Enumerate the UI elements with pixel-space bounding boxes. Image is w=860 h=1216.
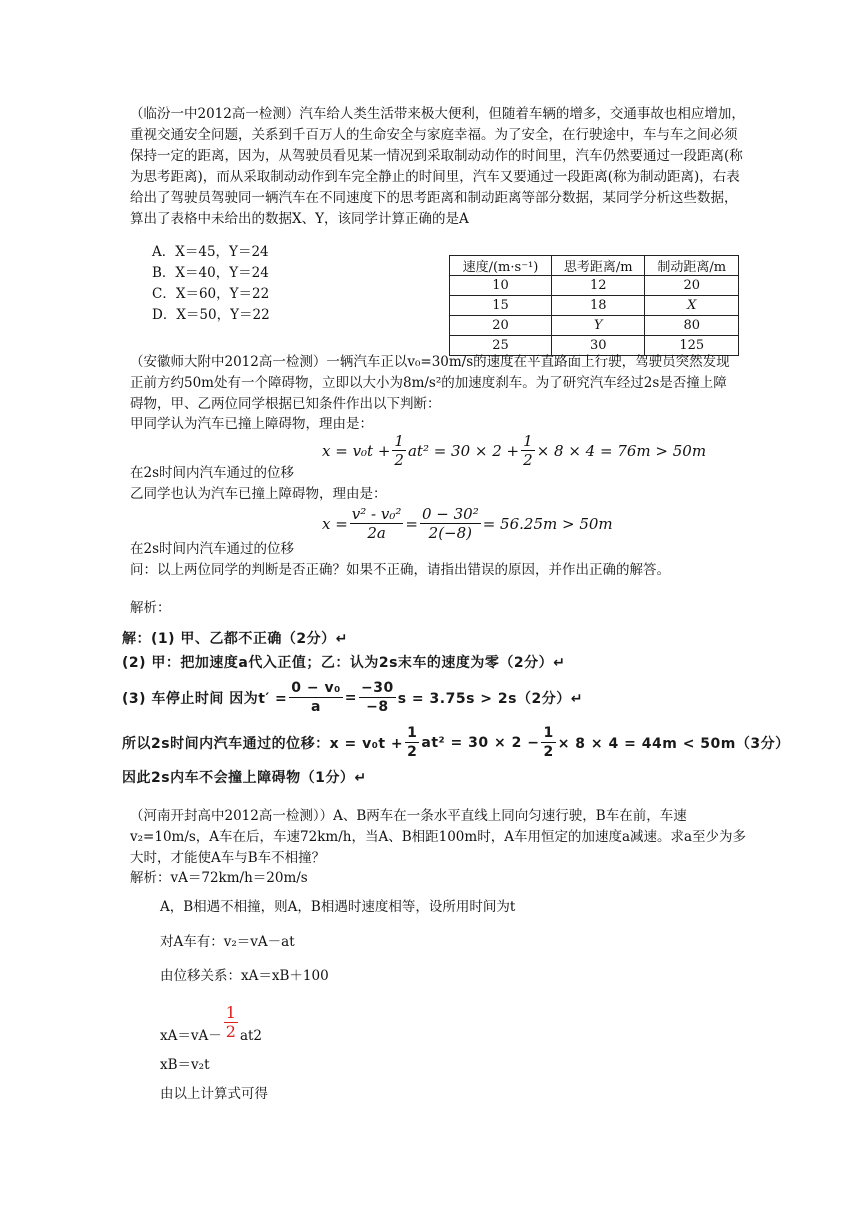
q3-line-3: 对A车有：v₂＝vA－at xyxy=(160,934,295,950)
formula-yi xyxy=(322,505,613,542)
denominator: 2 xyxy=(407,744,418,760)
numerator: 0 − v₀ xyxy=(291,680,341,696)
q3-line-4: 由位移关系：xA＝xB＋100 xyxy=(160,968,329,984)
table-cell: 18 xyxy=(551,296,645,316)
table-cell: X xyxy=(645,296,739,316)
red-fraction xyxy=(224,1004,238,1041)
option-d: D．X＝50，Y＝22 xyxy=(152,307,270,323)
formula-part: at² = 30 × 2 + xyxy=(407,441,520,460)
speed-distance-table xyxy=(449,255,739,356)
table-cell: 15 xyxy=(450,296,552,316)
solution-part: (3) 车停止时间 因为t′ = xyxy=(122,690,288,707)
numerator: −30 xyxy=(361,680,394,696)
yi-reason-text: 乙同学也认为汽车已撞上障碍物，理由是： xyxy=(130,486,387,502)
table-header: 思考距离/m xyxy=(551,256,645,276)
fraction xyxy=(420,505,481,542)
numerator: 1 xyxy=(523,432,533,450)
option-b: B．X＝40，Y＝24 xyxy=(152,265,269,281)
question-2-intro: （安徽师大附中2012高一检测）一辆汽车正以v₀=30m/s的速度在平直路面上行驶，驾驶员突然发现正前方约50m处有一个障碍物，立即以大小为8m/s²的加速度刹车。为了研究汽车经过2s是否撞上障碍物，甲、乙两位同学根据已知条件作出以下判断： xyxy=(130,354,730,412)
formula-part: x = xyxy=(322,514,348,533)
formula-part: xA＝vA－ xyxy=(160,1028,222,1044)
option-c: C．X＝60，Y＝22 xyxy=(152,286,270,302)
numerator: 1 xyxy=(394,432,404,450)
table-cell: 10 xyxy=(450,276,552,296)
denominator: 2 xyxy=(523,451,533,469)
table-row xyxy=(450,316,739,336)
denominator: 2 xyxy=(543,744,554,760)
solution-line-2: (2) 甲：把加速度a代入正值；乙：认为2s末车的速度为零（2分）↵ xyxy=(122,655,566,671)
numerator: 0 − 30² xyxy=(421,505,479,523)
denominator: 2a xyxy=(367,524,386,542)
table-row xyxy=(450,296,739,316)
solution-part: × 8 × 4 = 44m < 50m（3分） xyxy=(557,735,790,752)
table-cell: 30 xyxy=(551,336,645,356)
fraction xyxy=(392,432,406,469)
table-cell: 20 xyxy=(450,316,552,336)
jia-reason-text: 甲同学认为汽车已撞上障碍物，理由是： xyxy=(130,416,373,432)
analysis-label: 解析： xyxy=(130,600,171,616)
fraction xyxy=(350,505,404,542)
table-cell: 20 xyxy=(645,276,739,296)
table-cell: Y xyxy=(551,316,645,336)
numerator: 1 xyxy=(543,725,554,741)
fraction xyxy=(405,724,419,761)
displacement-label-1: 在2s时间内汽车通过的位移 xyxy=(130,465,295,481)
solution-line-3 xyxy=(122,679,583,716)
table-header: 速度/(m·s⁻¹) xyxy=(450,256,552,276)
formula-part: = 56.25m > 50m xyxy=(482,514,613,533)
formula-part: = xyxy=(405,514,418,533)
fraction xyxy=(541,724,555,761)
fraction xyxy=(289,679,342,716)
table-cell: 125 xyxy=(645,336,739,356)
formula-part: × 8 × 4 = 76m > 50m xyxy=(536,441,707,460)
solution-part: 所以2s时间内汽车通过的位移：x = v₀t + xyxy=(122,735,404,752)
solution-part: = xyxy=(344,689,357,706)
question-1-text: （临汾一中2012高一检测）汽车给人类生活带来极大便利，但随着车辆的增多，交通事故也相应增加，重视交通安全问题，关系到千百万人的生命安全与家庭幸福。为了安全，在行驶途中，车与车之间必须保持一定的距离，因为，从驾驶员看见某一情况到采取制动动作的时间里，汽车仍然要通过一段距离(称为思考距离)，而从采取制动动作到车完全静止的时间里，汽车又要通过一段距离(称为制动距离)，右表给出了驾驶员驾驶同一辆汽车在不同速度下的思考距离和制动距离等部分数据，某同学分析这些数据，算出了表格中未给出的数据X、Y，该同学计算正确的是A xyxy=(130,106,745,227)
denominator: 2(−8) xyxy=(428,524,473,542)
numerator: 1 xyxy=(225,1003,236,1022)
numerator: 1 xyxy=(407,725,418,741)
option-a: A．X＝45，Y＝24 xyxy=(152,244,269,260)
solution-line-1: 解：(1) 甲、乙都不正确（2分）↵ xyxy=(122,631,348,647)
denominator: a xyxy=(311,699,321,715)
solution-part: at² = 30 × 2 − xyxy=(421,734,540,751)
formula-part: x = v₀t + xyxy=(322,441,391,460)
q3-line-7: 由以上计算式可得 xyxy=(160,1086,268,1102)
denominator: −8 xyxy=(366,699,389,715)
table-header-row xyxy=(450,256,739,276)
table-row xyxy=(450,276,739,296)
table-cell: 12 xyxy=(551,276,645,296)
q3-analysis-line: 解析：vA＝72km/h＝20m/s xyxy=(130,870,308,886)
question-3-intro: （河南开封高中2012高一检测））A、B两车在一条水平直线上同向匀速行驶，B车在前，车速v₂=10m/s，A车在后，车速72km/h，当A、B相距100m时，A车用恒定的加速度a减速。求a至少为多大时，才能使A车与B车不相撞？ xyxy=(130,808,747,866)
solution-line-4 xyxy=(122,724,790,761)
solution-line-5: 因此2s内车不会撞上障碍物（1分）↵ xyxy=(122,770,367,786)
fraction xyxy=(521,432,535,469)
fraction xyxy=(359,679,396,716)
q3-line-5 xyxy=(160,998,262,1047)
denominator: 2 xyxy=(225,1022,236,1041)
q3-line-6: xB＝v₂t xyxy=(160,1057,210,1073)
formula-part: at2 xyxy=(239,1028,263,1044)
q3-line-2: A，B相遇不相撞，则A，B相遇时速度相等，设所用时间为t xyxy=(160,899,516,915)
formula-jia xyxy=(322,432,706,469)
solution-part: s = 3.75s > 2s（2分）↵ xyxy=(397,690,583,707)
numerator: v² - v₀² xyxy=(351,505,402,523)
displacement-label-2: 在2s时间内汽车通过的位移 xyxy=(130,541,295,557)
table-cell: 80 xyxy=(645,316,739,336)
question-2-ask: 问：以上两位同学的判断是否正确？如果不正确，请指出错误的原因，并作出正确的解答。 xyxy=(130,562,670,578)
table-cell: 25 xyxy=(450,336,552,356)
table-header: 制动距离/m xyxy=(645,256,739,276)
denominator: 2 xyxy=(394,451,404,469)
